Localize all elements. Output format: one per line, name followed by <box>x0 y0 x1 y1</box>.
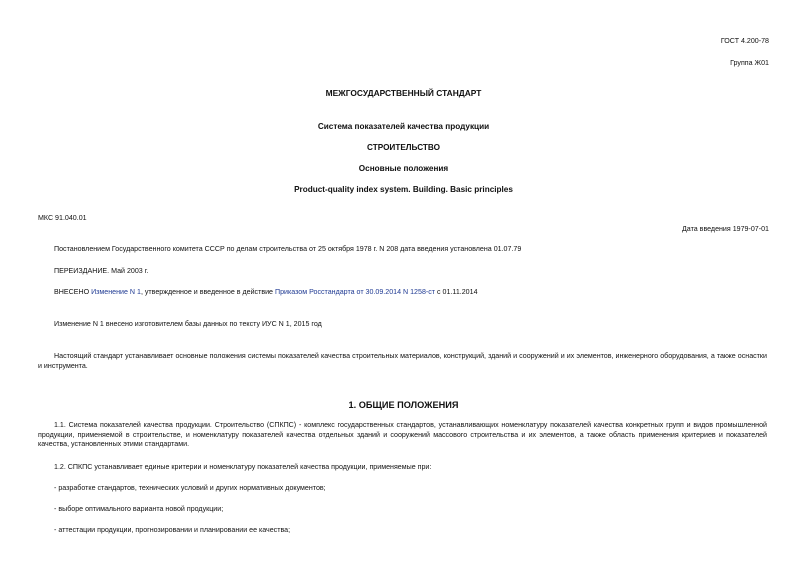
change-note: Изменение N 1 внесено изготовителем базы данных по тексту ИУС N 1, 2015 год <box>54 320 322 328</box>
group-code: Группа Ж01 <box>730 59 769 67</box>
doc-code: ГОСТ 4.200-78 <box>720 37 769 45</box>
english-title: Product-quality index system. Building. Basic principles <box>294 185 513 194</box>
basic-principles-title: Основные положения <box>358 164 449 173</box>
decree-text: Постановлением Государственного комитета СССР по делам строительства от 25 октября 1978 г. N 208 дата введения установлена 01.07.79 <box>54 245 522 253</box>
introduced-prefix: ВНЕСЕНО <box>54 288 92 296</box>
list-item: - аттестации продукции, прогнозировании и планировании ее качества; <box>54 526 291 534</box>
interstate-standard-title: МЕЖГОСУДАРСТВЕННЫЙ СТАНДАРТ <box>325 88 482 98</box>
introduced-line <box>38 288 767 298</box>
section-heading: 1. ОБЩИЕ ПОЛОЖЕНИЯ <box>348 400 459 410</box>
preamble-paragraph: Настоящий стандарт устанавливает основные положения системы показателей качества строительных материалов, конструкций, зданий и сооружений и их элементов, инженерного оборудования, а также оснастки и инструмента. <box>38 352 767 370</box>
intro-date: Дата введения 1979-07-01 <box>682 225 769 233</box>
order-link[interactable]: Приказом Росстандарта от 30.09.2014 N 1258-ст <box>274 288 436 296</box>
introduced-suffix: с 01.11.2014 <box>435 288 478 296</box>
list-item: - выборе оптимального варианта новой продукции; <box>54 505 224 513</box>
domain-title: СТРОИТЕЛЬСТВО <box>367 143 440 152</box>
introduced-middle: , утвержденное и введенное в действие <box>140 288 275 296</box>
system-title: Система показателей качества продукции <box>317 122 490 131</box>
list-item: - разработке стандартов, технических условий и других нормативных документов; <box>54 484 326 492</box>
amendment-link[interactable]: Изменение N 1 <box>91 288 141 296</box>
reissue-text: ПЕРЕИЗДАНИЕ. Май 2003 г. <box>54 267 149 275</box>
clause-1-1: 1.1. Система показателей качества продукции. Строительство (СПКПС) - комплекс государственных стандартов, устанавливающих номенклатуру показателей качества конкретных групп и видов промышленной продукции, применяемой в строительстве, и номенклатуру показателей качества отдельных зданий и сооружений массового строительства и их элементов, а также область применения критериев и показателей качества, установленных этими стандартами. <box>38 421 767 448</box>
mks-code: МКС 91.040.01 <box>38 214 87 222</box>
clause-1-2: 1.2. СПКПС устанавливает единые критерии и номенклатуру показателей качества продукции, применяемые при: <box>54 463 432 471</box>
